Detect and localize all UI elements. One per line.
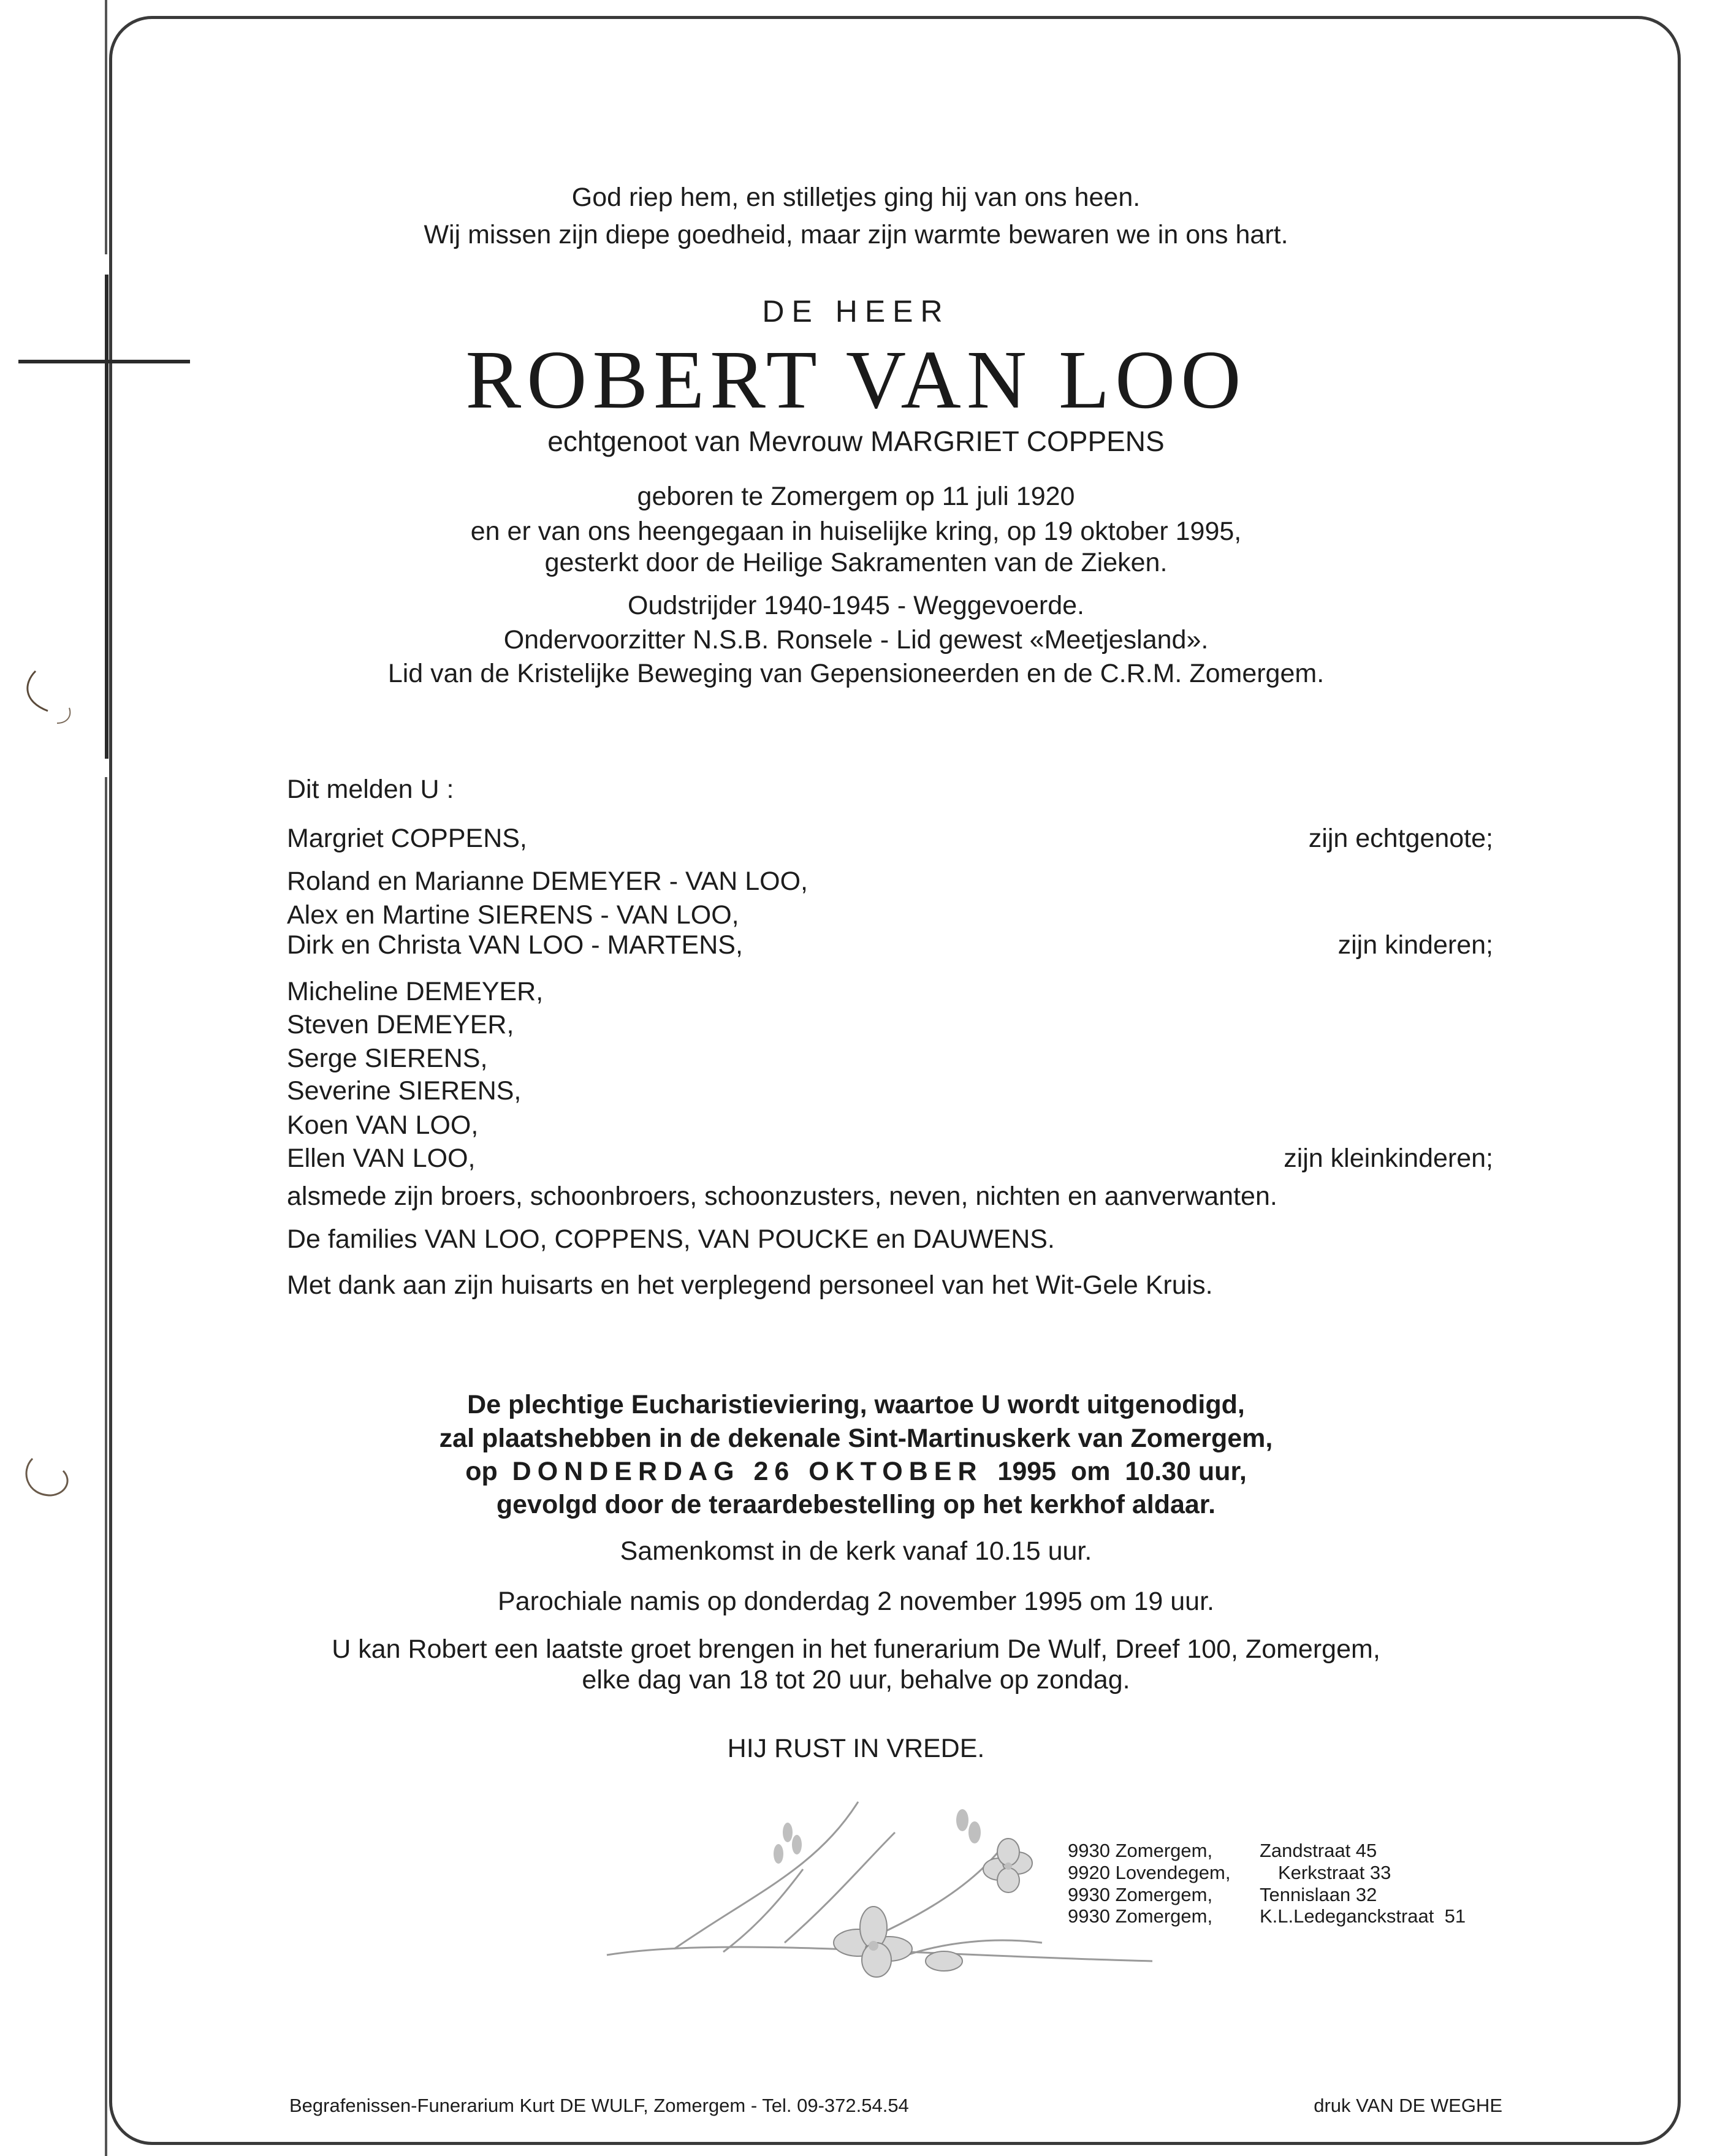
address-city: 9930 Zomergem, [1068, 1884, 1213, 1905]
ceremony-day: DONDERDAG 26 OKTOBER [512, 1457, 983, 1486]
deceased-name: ROBERT VAN LOO [465, 334, 1247, 426]
spouse-name: MARGRIET COPPENS [870, 425, 1165, 457]
thanks-line: Met dank aan zijn huisarts en het verplegend personeel van het Wit-Gele Kruis. [287, 1270, 1213, 1300]
address-city: 9920 Lovendegem, [1068, 1862, 1231, 1883]
printer-footer: druk VAN DE WEGHE [1314, 2095, 1502, 2116]
ceremony-line-2: zal plaatshebben in de dekenale Sint-Martinuskerk van Zomergem, [439, 1424, 1273, 1453]
affiliation-3: Lid van de Kristelijke Beweging van Gepensioneerden en de C.R.M. Zomergem. [387, 659, 1325, 688]
funeral-home-footer: Begrafenissen-Funerarium Kurt DE WULF, Zomergem - Tel. 09-372.54.54 [289, 2095, 909, 2116]
deceased-title: DE HEER [762, 294, 950, 328]
closing-line: HIJ RUST IN VREDE. [727, 1734, 985, 1763]
address-street: Zandstraat 45 [1260, 1840, 1377, 1861]
spouse-prefix: echtgenoot van Mevrouw [547, 425, 863, 457]
ceremony-time: 1995 om 10.30 uur, [997, 1457, 1247, 1486]
gathering-line: Samenkomst in de kerk vanaf 10.15 uur. [620, 1536, 1092, 1566]
mass-line: Parochiale namis op donderdag 2 november 1995 om 19 uur. [498, 1587, 1214, 1616]
quote-line-2: Wij missen zijn diepe goedheid, maar zijn warmte bewaren we in ons hart. [424, 220, 1288, 249]
address-street: Kerkstraat 33 [1278, 1862, 1391, 1883]
grandchild-1: Micheline DEMEYER, [287, 977, 544, 1006]
visit-line-1: U kan Robert een laatste groet brengen in het funerarium De Wulf, Dreef 100, Zomergem, [332, 1634, 1380, 1664]
spouse-relation: zijn echtgenote; [1308, 824, 1493, 853]
grandchild-6: Ellen VAN LOO, [287, 1144, 476, 1173]
address-street: Tennislaan 32 [1260, 1884, 1377, 1905]
address-street: K.L.Ledeganckstraat 51 [1260, 1905, 1466, 1927]
address-city: 9930 Zomergem, [1068, 1905, 1213, 1927]
announce-intro: Dit melden U : [287, 775, 454, 804]
quote-line-1: God riep hem, en stilletjes ging hij van ons heen. [571, 183, 1141, 212]
affiliation-1: Oudstrijder 1940-1945 - Weggevoerde. [628, 591, 1084, 620]
bio-line-2: en er van ons heengegaan in huiselijke kring, op 19 oktober 1995, [470, 517, 1242, 546]
ceremony-line-3 [0, 1453, 1712, 1490]
ceremony-line-4: gevolgd door de teraardebestelling op het kerkhof aldaar. [496, 1490, 1216, 1519]
address-city: 9930 Zomergem, [1068, 1840, 1213, 1861]
child-3: Dirk en Christa VAN LOO - MARTENS, [287, 930, 743, 960]
ceremony-line-1: De plechtige Eucharistieviering, waartoe U wordt uitgenodigd, [467, 1390, 1245, 1419]
bio-line-1: geboren te Zomergem op 11 juli 1920 [637, 482, 1075, 511]
relatives-line: alsmede zijn broers, schoonbroers, schoonzusters, neven, nichten en aanverwanten. [287, 1182, 1277, 1211]
grandchild-3: Serge SIERENS, [287, 1044, 488, 1073]
child-2: Alex en Martine SIERENS - VAN LOO, [287, 900, 739, 930]
grandchild-2: Steven DEMEYER, [287, 1010, 514, 1039]
families-line: De families VAN LOO, COPPENS, VAN POUCKE en DAUWENS. [287, 1224, 1055, 1254]
ceremony-on: op [465, 1457, 498, 1486]
grandchild-4: Severine SIERENS, [287, 1076, 522, 1106]
visit-line-2: elke dag van 18 tot 20 uur, behalve op zondag. [582, 1665, 1130, 1695]
spouse-line [0, 423, 1712, 460]
family-spouse: Margriet COPPENS, [287, 824, 527, 853]
bio-line-3: gesterkt door de Heilige Sakramenten van de Zieken. [544, 548, 1168, 577]
children-relation: zijn kinderen; [1337, 930, 1493, 960]
affiliation-2: Ondervoorzitter N.S.B. Ronsele - Lid gewest «Meetjesland». [503, 625, 1209, 655]
child-1: Roland en Marianne DEMEYER - VAN LOO, [287, 867, 808, 896]
grandchildren-relation: zijn kleinkinderen; [1284, 1144, 1493, 1173]
grandchild-5: Koen VAN LOO, [287, 1110, 479, 1140]
